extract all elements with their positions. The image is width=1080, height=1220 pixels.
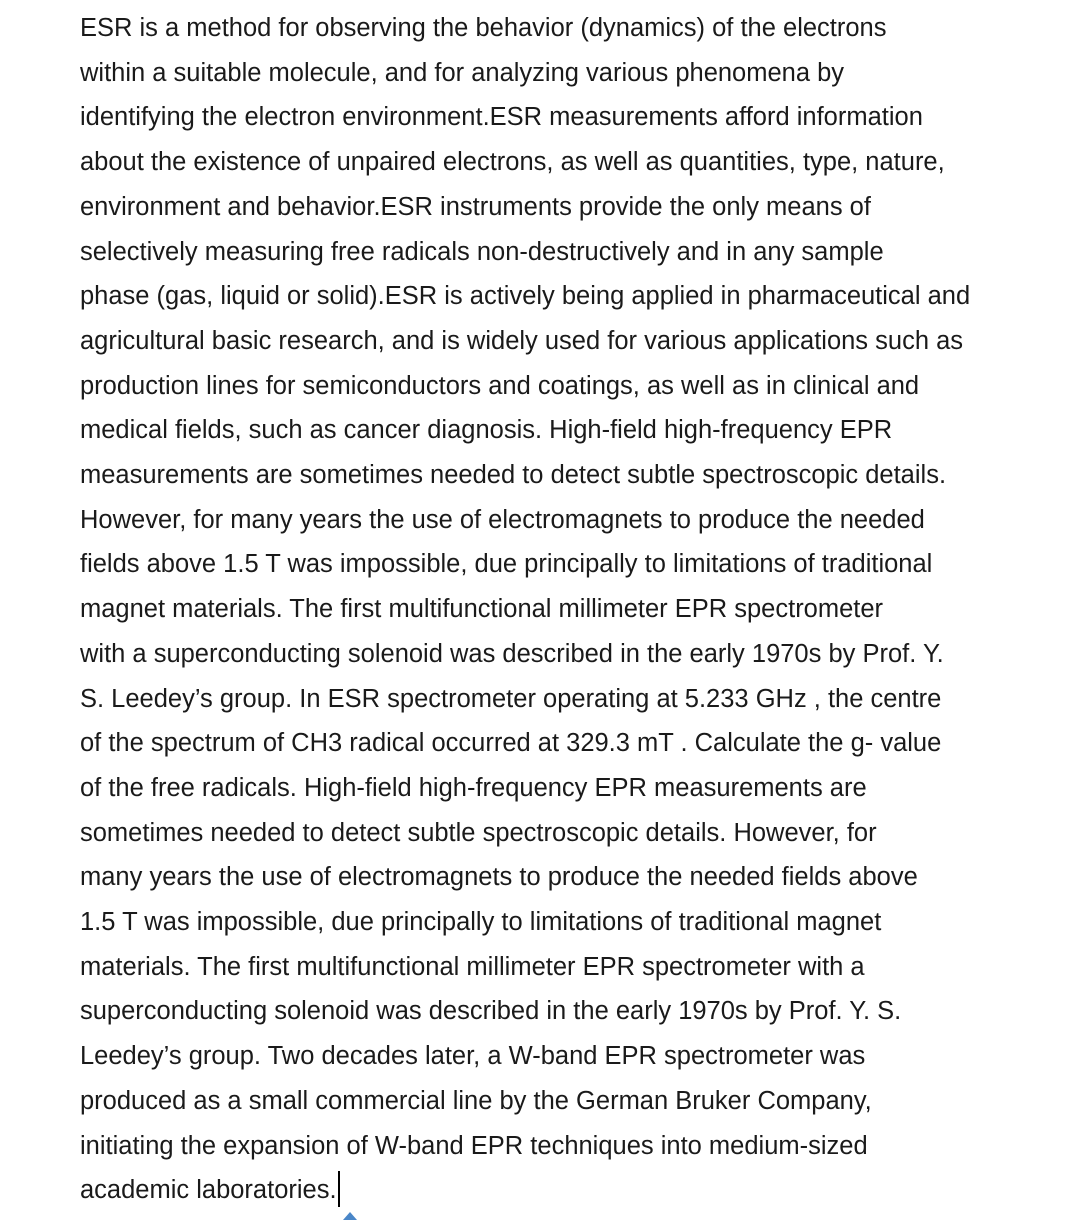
- text-line: initiating the expansion of W-band EPR techniques into medium-sized: [80, 1131, 868, 1160]
- text-line: superconducting solenoid was described in the early 1970s by Prof. Y. S.: [80, 997, 902, 1026]
- text-line: of the spectrum of CH3 radical occurred at 329.3 mT . Calculate the g- value: [80, 729, 942, 758]
- text-line: of the free radicals. High-field high-frequency EPR measurements are: [80, 773, 867, 802]
- text-line: medical fields, such as cancer diagnosis. High-field high-frequency EPR: [80, 416, 893, 445]
- text-line: phase (gas, liquid or solid).ESR is actively being applied in pharmaceutical and: [80, 282, 971, 311]
- last-text-line: [80, 1168, 1020, 1213]
- text-line: However, for many years the use of electromagnets to produce the needed: [80, 505, 925, 534]
- document-text-body[interactable]: [80, 6, 1020, 1213]
- text-cursor: [338, 1171, 340, 1207]
- text-line: agricultural basic research, and is widely used for various applications such as: [80, 326, 964, 355]
- text-line: Leedey’s group. Two decades later, a W-band EPR spectrometer was: [80, 1042, 866, 1071]
- text-line: ESR is a method for observing the behavior (dynamics) of the electrons: [80, 14, 887, 42]
- text-line: S. Leedey’s group. In ESR spectrometer operating at 5.233 GHz , the centre: [80, 684, 942, 713]
- text-line: 1.5 T was impossible, due principally to limitations of traditional magnet: [80, 908, 882, 937]
- text-line: materials. The first multifunctional millimeter EPR spectrometer with a: [80, 952, 865, 981]
- text-line: magnet materials. The first multifunctional millimeter EPR spectrometer: [80, 595, 884, 624]
- text-line: measurements are sometimes needed to detect subtle spectroscopic details.: [80, 461, 947, 490]
- text-line: with a superconducting solenoid was described in the early 1970s by Prof. Y.: [80, 639, 944, 668]
- text-line: produced as a small commercial line by the German Bruker Company,: [80, 1086, 872, 1115]
- text-line: fields above 1.5 T was impossible, due principally to limitations of traditional: [80, 550, 933, 579]
- text-line: identifying the electron environment.ESR measurements afford information: [80, 103, 923, 132]
- text-line: selectively measuring free radicals non-destructively and in any sample: [80, 237, 884, 266]
- selection-handle[interactable]: [343, 1212, 357, 1220]
- text-line: many years the use of electromagnets to produce the needed fields above: [80, 863, 918, 892]
- text-line: production lines for semiconductors and coatings, as well as in clinical and: [80, 371, 920, 400]
- text-line: about the existence of unpaired electrons, as well as quantities, type, nature,: [80, 148, 945, 177]
- text-line: sometimes needed to detect subtle spectroscopic details. However, for: [80, 818, 877, 847]
- text-line-content: academic laboratories.: [80, 1176, 337, 1205]
- text-line: environment and behavior.ESR instruments provide the only means of: [80, 192, 871, 221]
- text-line: within a suitable molecule, and for analyzing various phenomena by: [80, 58, 845, 87]
